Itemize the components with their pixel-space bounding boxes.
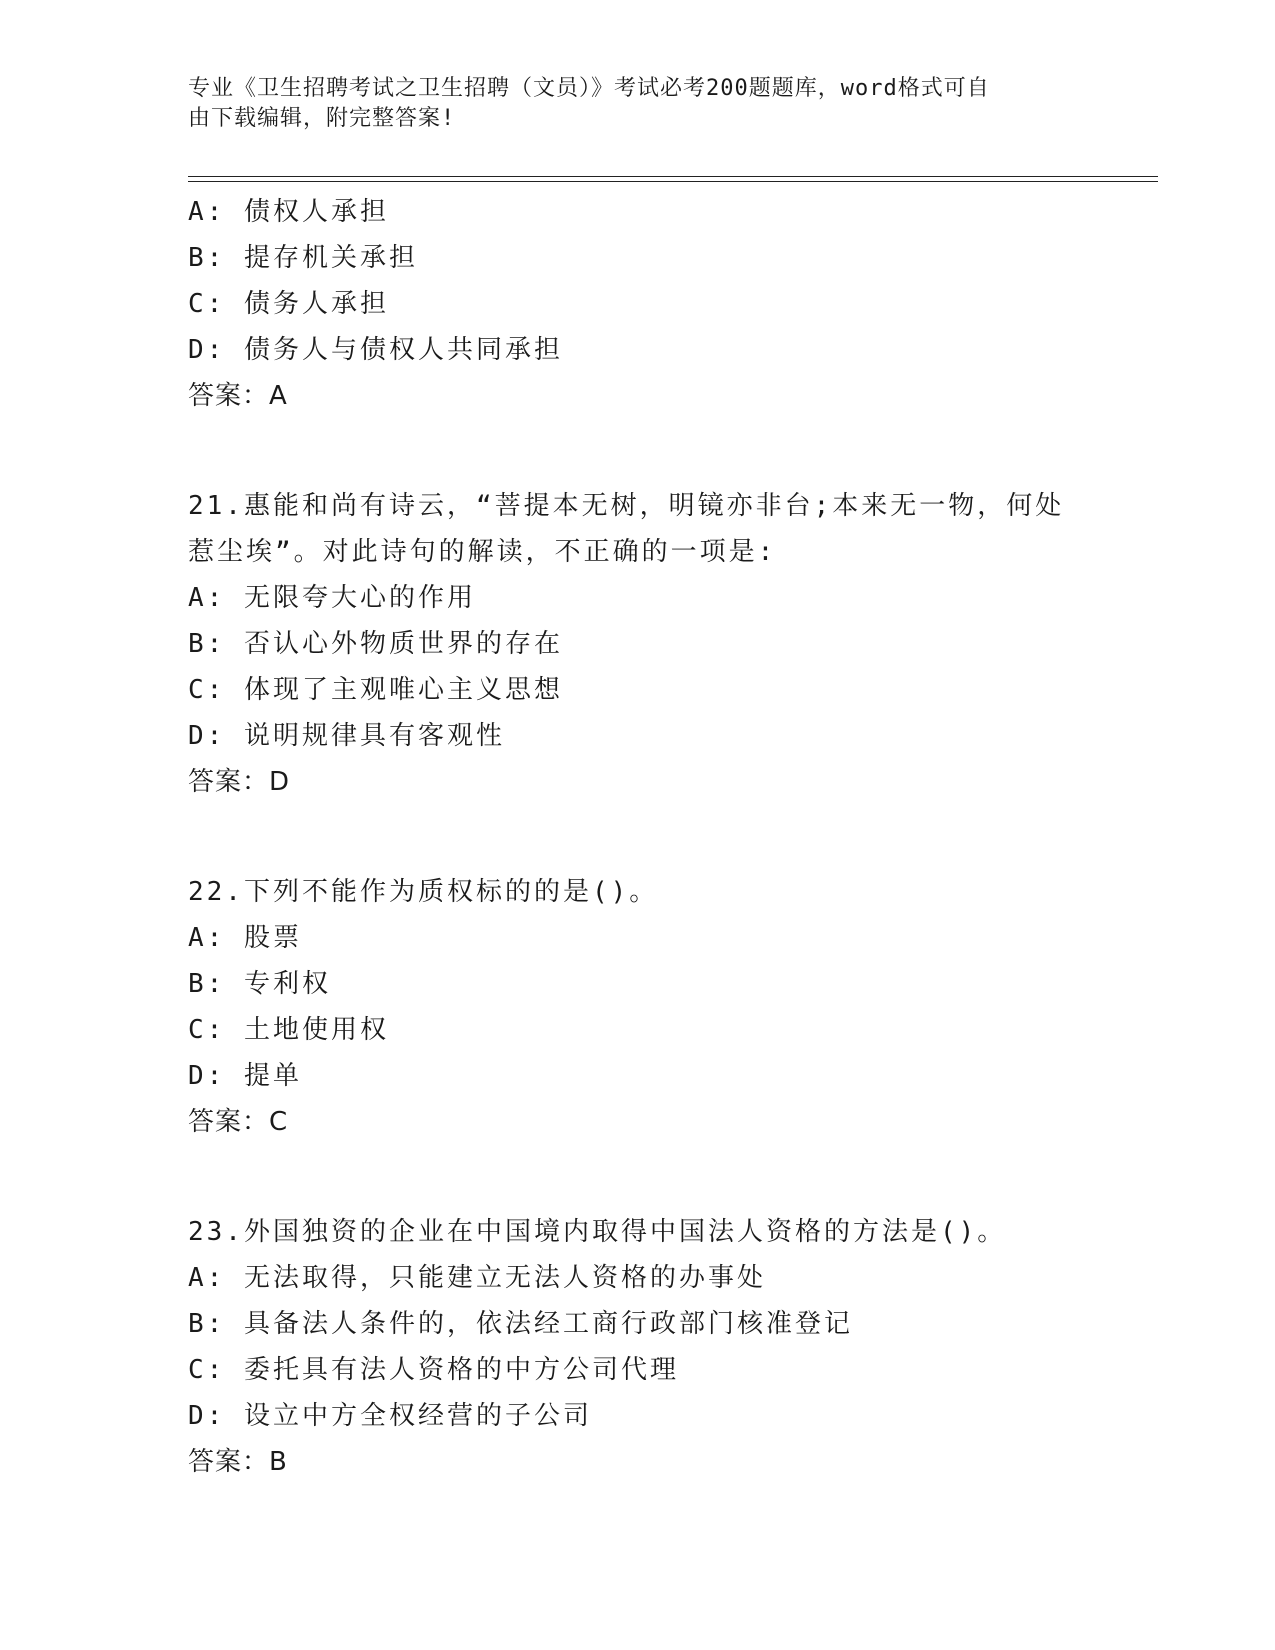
question-block-22: [188, 869, 1088, 1145]
option-d: D: 提单: [188, 1061, 302, 1091]
header-divider-top: [188, 176, 1158, 177]
question-list: [188, 189, 1088, 1485]
question-block-23: [188, 1209, 1088, 1485]
option-b: B: 提存机关承担: [188, 243, 418, 273]
question-block-21: [188, 483, 1088, 805]
option-c: C: 体现了主观唯心主义思想: [188, 675, 563, 705]
option-c: C: 债务人承担: [188, 289, 389, 319]
answer-line: 答案：B: [188, 1447, 288, 1477]
header-line-1: 专业《卫生招聘考试之卫生招聘（文员）》考试必考200题题库，word格式可自: [188, 76, 990, 101]
option-c: C: 土地使用权: [188, 1015, 389, 1045]
option-a: A: 股票: [188, 923, 302, 953]
header-line-2: 由下载编辑，附完整答案!: [188, 106, 456, 131]
header-divider-bottom: [188, 181, 1158, 182]
option-c: C: 委托具有法人资格的中方公司代理: [188, 1355, 679, 1385]
option-d: D: 说明规律具有客观性: [188, 721, 505, 751]
option-a: A: 无限夸大心的作用: [188, 583, 476, 613]
option-d: D: 债务人与债权人共同承担: [188, 335, 563, 365]
option-b: B: 具备法人条件的，依法经工商行政部门核准登记: [188, 1309, 853, 1339]
question-text-continued: 惹尘埃”。对此诗句的解读，不正确的一项是:: [188, 537, 777, 567]
option-b: B: 否认心外物质世界的存在: [188, 629, 563, 659]
answer-line: 答案：A: [188, 381, 288, 411]
option-a: A: 债权人承担: [188, 197, 389, 227]
answer-line: 答案：C: [188, 1107, 289, 1137]
question-text: 22.下列不能作为质权标的的是()。: [188, 877, 659, 907]
question-block-prev: [188, 189, 1088, 419]
question-text: 21.惠能和尚有诗云，“菩提本无树，明镜亦非台;本来无一物，何处: [188, 491, 1065, 521]
document-header: [188, 74, 1068, 134]
question-text: 23.外国独资的企业在中国境内取得中国法人资格的方法是()。: [188, 1217, 1007, 1247]
option-b: B: 专利权: [188, 969, 331, 999]
option-a: A: 无法取得，只能建立无法人资格的办事处: [188, 1263, 766, 1293]
option-d: D: 设立中方全权经营的子公司: [188, 1401, 592, 1431]
answer-line: 答案：D: [188, 767, 291, 797]
